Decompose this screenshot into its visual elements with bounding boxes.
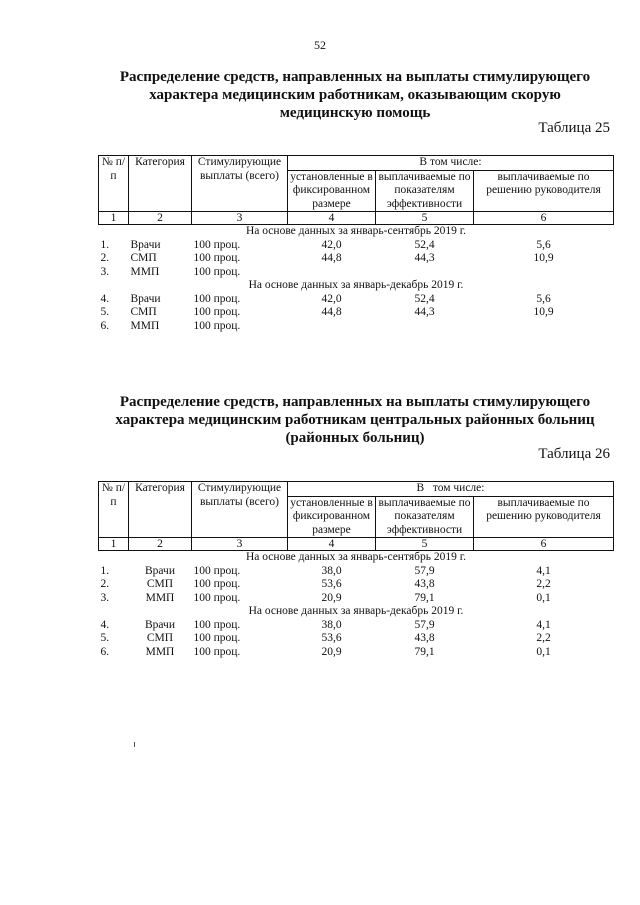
row-fixed: 42,0 bbox=[321, 238, 342, 251]
row-total: 100 проц. bbox=[193, 306, 241, 318]
row-total: 100 проц. bbox=[193, 618, 241, 631]
col-header-num: № п/п bbox=[99, 156, 129, 212]
row-category: ММП bbox=[130, 265, 160, 278]
row-num: 5. bbox=[100, 306, 110, 318]
table-row bbox=[99, 293, 614, 307]
col-number: 3 bbox=[192, 538, 288, 551]
row-num: 1. bbox=[100, 564, 110, 577]
row-manager: 0,1 bbox=[536, 645, 551, 658]
row-indicators bbox=[376, 266, 474, 280]
section-heading: На основе данных за январь-сентябрь 2019 г. bbox=[245, 551, 467, 563]
row-fixed: 38,0 bbox=[321, 618, 342, 631]
row-manager bbox=[474, 320, 614, 334]
row-category: СМП bbox=[146, 632, 174, 644]
col-number: 4 bbox=[288, 538, 376, 551]
row-num: 6. bbox=[100, 319, 110, 332]
table-25 bbox=[98, 155, 614, 333]
row-category: ММП bbox=[130, 319, 160, 332]
col-header-total: Стимулирующие выплаты (всего) bbox=[192, 156, 288, 212]
row-category: СМП bbox=[130, 252, 157, 264]
table-25-label: Таблица 25 bbox=[538, 120, 610, 136]
col-number: 1 bbox=[99, 212, 129, 225]
table-25-title: Распределение средств, направленных на выплаты стимулирующего характера медицинским работникам, оказывающим скорую медицинскую помощь bbox=[119, 69, 591, 121]
row-num: 5. bbox=[100, 632, 110, 644]
col-number: 2 bbox=[129, 212, 192, 225]
row-num: 3. bbox=[100, 591, 110, 604]
page-number: 52 bbox=[314, 38, 326, 52]
col-header-indicators: выплачиваемые по показателям эффективности bbox=[376, 170, 474, 212]
table-row bbox=[99, 306, 614, 320]
row-total: 100 проц. bbox=[193, 645, 241, 658]
table-row bbox=[99, 632, 614, 646]
col-header-category: Категория bbox=[129, 156, 192, 212]
row-manager: 0,1 bbox=[536, 591, 551, 604]
row-indicators: 43,8 bbox=[414, 578, 435, 590]
row-total: 100 проц. bbox=[193, 578, 241, 590]
row-fixed: 53,6 bbox=[321, 578, 342, 590]
table-26-label: Таблица 26 bbox=[538, 446, 610, 462]
row-indicators: 44,3 bbox=[414, 252, 435, 264]
row-total: 100 проц. bbox=[193, 238, 241, 251]
row-num: 3. bbox=[100, 265, 110, 278]
row-num: 6. bbox=[100, 645, 110, 658]
row-indicators: 79,1 bbox=[414, 645, 435, 658]
row-fixed: 42,0 bbox=[321, 292, 342, 305]
row-manager: 10,9 bbox=[533, 252, 554, 264]
row-category: СМП bbox=[146, 578, 174, 590]
row-indicators: 79,1 bbox=[414, 591, 435, 604]
row-num: 2. bbox=[100, 252, 110, 264]
col-number: 2 bbox=[129, 538, 192, 551]
row-indicators: 44,3 bbox=[414, 306, 435, 318]
row-manager: 5,6 bbox=[536, 238, 551, 251]
row-fixed bbox=[288, 320, 376, 334]
col-header-including: В том числе: bbox=[288, 156, 614, 171]
row-indicators: 52,4 bbox=[414, 292, 435, 305]
row-manager: 4,1 bbox=[536, 564, 551, 577]
row-num: 4. bbox=[100, 618, 110, 631]
table-26 bbox=[98, 481, 614, 659]
row-fixed: 44,8 bbox=[321, 306, 342, 318]
row-total: 100 проц. bbox=[193, 319, 241, 332]
row-manager: 10,9 bbox=[533, 306, 554, 318]
col-header-manager: выплачиваемые по решению руководителя bbox=[474, 496, 614, 538]
col-number: 5 bbox=[376, 538, 474, 551]
col-header-num: № п/п bbox=[99, 482, 129, 538]
col-number: 3 bbox=[192, 212, 288, 225]
row-category: Врачи bbox=[144, 618, 175, 631]
col-header-fixed: установленные в фиксированном размере bbox=[288, 170, 376, 212]
col-number: 6 bbox=[474, 212, 614, 225]
row-fixed: 20,9 bbox=[321, 591, 342, 604]
row-indicators: 57,9 bbox=[414, 618, 435, 631]
col-number: 5 bbox=[376, 212, 474, 225]
section-heading: На основе данных за январь-сентябрь 2019 г. bbox=[245, 225, 467, 237]
row-category: Врачи bbox=[130, 292, 161, 305]
row-total: 100 проц. bbox=[193, 591, 241, 604]
table-row bbox=[99, 320, 614, 334]
col-header-category: Категория bbox=[129, 482, 192, 538]
row-num: 2. bbox=[100, 578, 110, 590]
row-manager: 4,1 bbox=[536, 618, 551, 631]
row-num: 1. bbox=[100, 238, 110, 251]
row-num: 4. bbox=[100, 292, 110, 305]
row-total: 100 проц. bbox=[193, 564, 241, 577]
row-category: Врачи bbox=[130, 238, 161, 251]
row-fixed: 53,6 bbox=[321, 632, 342, 644]
col-header-indicators: выплачиваемые по показателям эффективности bbox=[376, 496, 474, 538]
table-row bbox=[99, 565, 614, 579]
col-header-including: В том числе: bbox=[288, 482, 614, 497]
table-26-title: Распределение средств, направленных на выплаты стимулирующего характера медицинским работникам центральных районных больниц (районных больниц) bbox=[115, 394, 595, 446]
row-indicators bbox=[376, 320, 474, 334]
section-heading: На основе данных за январь-декабрь 2019 г. bbox=[248, 279, 464, 291]
table-row bbox=[99, 578, 614, 592]
table-row bbox=[99, 646, 614, 660]
row-category: ММП bbox=[145, 645, 175, 658]
row-manager bbox=[474, 266, 614, 280]
row-category: ММП bbox=[145, 591, 175, 604]
row-manager: 5,6 bbox=[536, 292, 551, 305]
row-indicators: 43,8 bbox=[414, 632, 435, 644]
table-row bbox=[99, 239, 614, 253]
row-total: 100 проц. bbox=[193, 265, 241, 278]
row-fixed: 20,9 bbox=[321, 645, 342, 658]
row-category: Врачи bbox=[144, 564, 175, 577]
row-fixed: 38,0 bbox=[321, 564, 342, 577]
row-total: 100 проц. bbox=[193, 632, 241, 644]
col-number: 6 bbox=[474, 538, 614, 551]
row-total: 100 проц. bbox=[193, 252, 241, 264]
row-fixed bbox=[288, 266, 376, 280]
row-fixed: 44,8 bbox=[321, 252, 342, 264]
row-indicators: 52,4 bbox=[414, 238, 435, 251]
scan-mark bbox=[134, 742, 135, 747]
col-number: 1 bbox=[99, 538, 129, 551]
section-heading: На основе данных за январь-декабрь 2019 г. bbox=[248, 605, 464, 617]
row-total: 100 проц. bbox=[193, 292, 241, 305]
row-indicators: 57,9 bbox=[414, 564, 435, 577]
table-row bbox=[99, 592, 614, 606]
row-manager: 2,2 bbox=[536, 632, 551, 644]
table-row bbox=[99, 266, 614, 280]
row-manager: 2,2 bbox=[536, 578, 551, 590]
table-row bbox=[99, 252, 614, 266]
col-header-fixed: установленные в фиксированном размере bbox=[288, 496, 376, 538]
table-row bbox=[99, 619, 614, 633]
col-header-total: Стимулирующие выплаты (всего) bbox=[192, 482, 288, 538]
col-number: 4 bbox=[288, 212, 376, 225]
row-category: СМП bbox=[130, 306, 157, 318]
col-header-manager: выплачиваемые по решению руководителя bbox=[474, 170, 614, 212]
